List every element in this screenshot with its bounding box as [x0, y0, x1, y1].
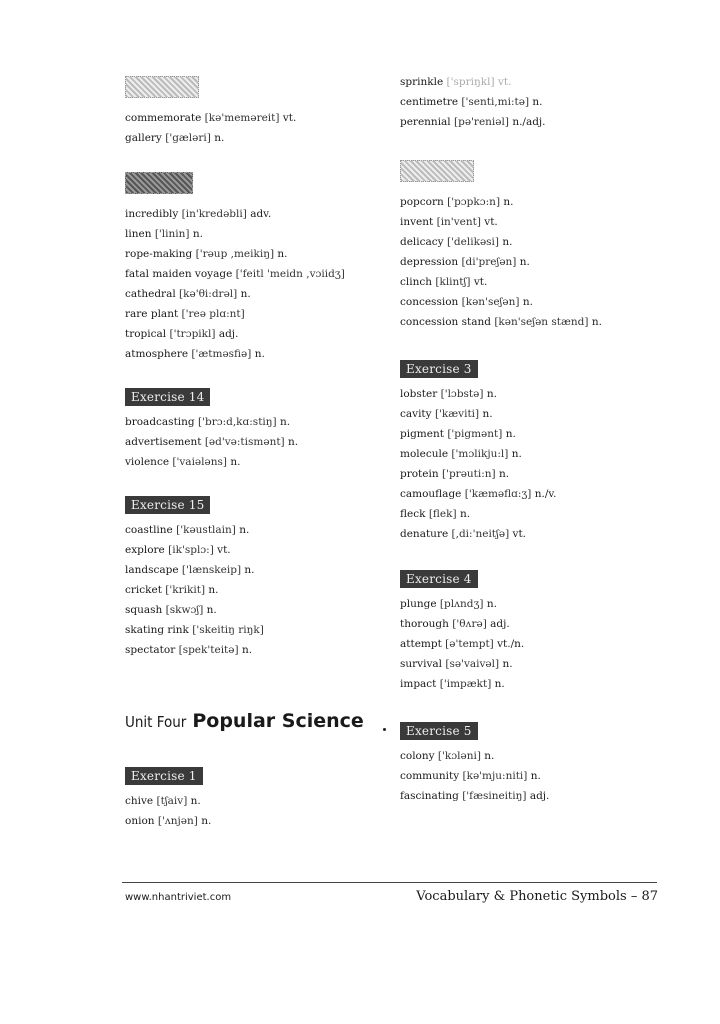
exercise-1-entries [125, 791, 211, 831]
vocab-entry [400, 252, 700, 272]
entry-ipa: ['pigmənt] [447, 428, 503, 440]
entry-pos: n. [201, 815, 212, 827]
entry-ipa: [klintʃ] [435, 276, 471, 288]
footer-section-title: Vocabulary & Phonetic Symbols [416, 889, 627, 904]
vocab-entry [125, 811, 211, 831]
entry-pos: n. [241, 644, 253, 656]
vocab-entry [125, 540, 375, 560]
entry-ipa: ['brɔ:d,kɑ:stiŋ] [197, 416, 277, 428]
vocab-entry [400, 92, 700, 112]
unit-number: Unit Four [125, 713, 187, 731]
entry-pos: n. [208, 584, 219, 596]
entry-word: lobster [400, 388, 438, 400]
vocab-entry [400, 634, 700, 654]
entry-pos: n. [459, 508, 471, 520]
entry-ipa: [ə'tempt] [445, 638, 494, 650]
footer-rule [122, 882, 657, 883]
exercise-15-entries [125, 520, 375, 660]
entry-pos: n. [486, 388, 497, 400]
entry-ipa: ['skeitiŋ riŋk] [192, 624, 264, 636]
vocab-entry [400, 766, 700, 786]
entry-ipa: ['krikit] [165, 584, 206, 596]
entry-pos: n. [240, 288, 251, 300]
entry-word: centimetre [400, 96, 459, 108]
vocab-entry [400, 384, 700, 404]
exercise-15-header: Exercise 15 [125, 496, 210, 514]
exercise-14-header: Exercise 14 [125, 388, 210, 406]
vocab-entry [125, 560, 375, 580]
vocab-entry [400, 192, 700, 212]
entry-word: depression [400, 256, 459, 268]
vocab-entry [125, 108, 375, 128]
entry-pos: adj. [490, 618, 510, 630]
vocab-entry [400, 614, 700, 634]
vocab-entry [400, 312, 700, 332]
vocab-entry [400, 464, 700, 484]
exercise-1-header: Exercise 1 [125, 767, 203, 785]
entry-word: cricket [125, 584, 162, 596]
vocab-entry [125, 432, 375, 452]
vocab-entry [125, 600, 375, 620]
entry-pos: n./adj. [512, 116, 546, 128]
entry-word: landscape [125, 564, 179, 576]
entry-pos: n. [591, 316, 602, 328]
vocab-entry [125, 128, 375, 148]
stray-dot [383, 728, 386, 731]
vocab-entry [125, 640, 375, 660]
vocab-entry [125, 520, 375, 540]
entry-word: pigment [400, 428, 444, 440]
vocab-entry [400, 72, 700, 92]
exercise-5-header: Exercise 5 [400, 722, 478, 740]
entry-ipa: ['θʌrə] [452, 618, 487, 630]
unit-name: Popular Science [192, 710, 364, 732]
entry-pos: n./v. [534, 488, 557, 500]
entry-ipa: [in'kredəbli] [181, 208, 247, 220]
entry-ipa: [di'preʃən] [461, 256, 517, 268]
vocab-entry [125, 412, 375, 432]
vocab-entry [125, 452, 375, 472]
entry-word: popcorn [400, 196, 444, 208]
entry-word: skating rink [125, 624, 189, 636]
entry-word: cathedral [125, 288, 176, 300]
entry-word: fatal maiden voyage [125, 268, 233, 280]
entry-ipa: ['prəuti:n] [441, 468, 496, 480]
entry-pos: n. [190, 795, 201, 807]
entry-word: tropical [125, 328, 167, 340]
entry-pos: n. [482, 408, 493, 420]
entry-pos: n. [503, 196, 514, 208]
entry-pos: n. [192, 228, 203, 240]
entry-pos: n. [502, 658, 513, 670]
vocab-entry [125, 791, 211, 811]
page-number: 87 [641, 889, 658, 904]
vocab-entry [400, 404, 700, 424]
entry-word: rope-making [125, 248, 193, 260]
entry-pos: vt. [484, 216, 498, 228]
entry-ipa: ['rəup ,meikiŋ] [195, 248, 275, 260]
vocab-entry [400, 524, 700, 544]
entry-word: plunge [400, 598, 437, 610]
entry-ipa: [flek] [428, 508, 457, 520]
entry-ipa: [tʃaiv] [156, 795, 188, 807]
entry-word: clinch [400, 276, 433, 288]
left-column [125, 72, 375, 680]
vocab-entry [125, 284, 375, 304]
entry-ipa: ['kæməflɑ:ʒ] [464, 488, 532, 500]
entry-word: molecule [400, 448, 449, 460]
entry-word: atmosphere [125, 348, 189, 360]
entry-ipa: ['spriŋkl] [446, 76, 495, 88]
vocab-entry [400, 504, 700, 524]
vocab-entry [400, 424, 700, 444]
entry-pos: vt. [512, 528, 527, 540]
vocab-entry [125, 324, 375, 344]
entry-word: impact [400, 678, 437, 690]
entry-ipa: ['delikəsi] [446, 236, 500, 248]
entry-pos: n. [230, 456, 241, 468]
vocab-entry [125, 580, 375, 600]
vocab-entry [125, 204, 375, 224]
entry-word: gallery [125, 132, 162, 144]
entry-pos: n. [214, 132, 225, 144]
entry-pos: n. [484, 750, 495, 762]
entry-ipa: ['ʌnjən] [157, 815, 198, 827]
entry-word: incredibly [125, 208, 179, 220]
entry-pos: vt. [497, 76, 512, 88]
entry-ipa: [pə'reniəl] [454, 116, 509, 128]
exercise-3-entries [400, 384, 700, 544]
entry-pos: n. [505, 428, 516, 440]
entry-ipa: ['kæviti] [434, 408, 480, 420]
vocab-entry [125, 620, 375, 640]
entry-ipa: [kə'meməreit] [204, 112, 280, 124]
intro-entries-left [125, 108, 375, 148]
entry-word: invent [400, 216, 434, 228]
entry-ipa: ['lɔbstə] [440, 388, 484, 400]
exercise-3-header: Exercise 3 [400, 360, 478, 378]
entry-ipa: ['ætməsfiə] [191, 348, 252, 360]
entry-ipa: [kən'seʃən] [461, 296, 520, 308]
entry-word: concession [400, 296, 459, 308]
entry-word: commemorate [125, 112, 202, 124]
entry-word: fleck [400, 508, 426, 520]
exercise-4-header: Exercise 4 [400, 570, 478, 588]
vocab-entry [400, 674, 700, 694]
unit-title [125, 710, 364, 732]
entry-word: spectator [125, 644, 176, 656]
entry-ipa: [,di:'neitʃə] [451, 528, 510, 540]
entry-ipa: [əd'və:tismənt] [204, 436, 285, 448]
entry-pos: n. [206, 604, 217, 616]
vocab-entry [400, 112, 700, 132]
entry-ipa: ['fæsineitiŋ] [462, 790, 527, 802]
exercise-4-entries [400, 594, 700, 694]
entry-word: advertisement [125, 436, 202, 448]
vocab-entry [400, 484, 700, 504]
entry-ipa: ['senti,mi:tə] [461, 96, 530, 108]
exercise-a-entries [125, 204, 375, 364]
entry-word: colony [400, 750, 435, 762]
entry-pos: adj. [529, 790, 550, 802]
entry-pos: n. [530, 770, 541, 782]
entry-ipa: [skwɔʃ] [165, 604, 204, 616]
footer-website: www.nhantriviet.com [125, 892, 232, 903]
entry-pos: n. [239, 524, 250, 536]
entry-word: onion [125, 815, 155, 827]
entry-pos: n. [494, 678, 505, 690]
entry-ipa: [kə'mju:niti] [462, 770, 528, 782]
entry-pos: n. [486, 598, 497, 610]
footer-title: Vocabulary & Phonetic Symbols – 87 [416, 889, 658, 904]
entry-word: concession stand [400, 316, 491, 328]
entry-ipa: ['linin] [154, 228, 190, 240]
entry-ipa: ['feitl 'meidn ,vɔiidʒ] [235, 268, 345, 280]
entry-pos: n. [288, 436, 299, 448]
entry-ipa: ['pɔpkɔ:n] [447, 196, 501, 208]
vocab-entry [125, 344, 375, 364]
entry-ipa: ['reə plɑ:nt] [181, 308, 245, 320]
entry-pos: adv. [250, 208, 272, 220]
entry-pos: n. [502, 236, 513, 248]
vocab-entry [125, 264, 375, 284]
entry-ipa: ['trɔpikl] [169, 328, 216, 340]
vocab-entry [400, 292, 700, 312]
entry-word: rare plant [125, 308, 179, 320]
right-column [400, 72, 700, 826]
entry-pos: n. [532, 96, 543, 108]
entry-word: coastline [125, 524, 173, 536]
entry-ipa: ['vaiələns] [172, 456, 227, 468]
faded-exercise-header [400, 160, 474, 182]
entry-pos: n. [254, 348, 265, 360]
entry-ipa: [sə'vaivəl] [445, 658, 500, 670]
entry-ipa: [kən'seʃən stænd] [494, 316, 589, 328]
entry-pos: n. [244, 564, 255, 576]
entry-pos: vt./n. [497, 638, 525, 650]
entry-ipa: ['mɔlikju:l] [451, 448, 509, 460]
intro-entries-right [400, 72, 700, 132]
entry-word: explore [125, 544, 165, 556]
entry-word: sprinkle [400, 76, 444, 88]
vocab-entry [125, 224, 375, 244]
entry-word: broadcasting [125, 416, 195, 428]
entry-word: thorough [400, 618, 449, 630]
entry-ipa: [kə'θi:drəl] [179, 288, 238, 300]
faded-exercise-header [125, 172, 193, 194]
entry-ipa: [in'vent] [436, 216, 481, 228]
entry-pos: n. [511, 448, 522, 460]
vocab-entry [125, 244, 375, 264]
entry-word: denature [400, 528, 449, 540]
faded-exercise-header [125, 76, 199, 98]
vocab-entry [400, 232, 700, 252]
entry-pos: n. [277, 248, 288, 260]
entry-word: community [400, 770, 460, 782]
entry-ipa: [plʌndʒ] [439, 598, 484, 610]
entry-pos: n. [522, 296, 533, 308]
entry-pos: vt. [473, 276, 488, 288]
entry-ipa: ['gæləri] [165, 132, 211, 144]
entry-word: squash [125, 604, 163, 616]
entry-pos: n. [279, 416, 291, 428]
entry-word: camouflage [400, 488, 462, 500]
entry-word: violence [125, 456, 170, 468]
entry-pos: n. [499, 468, 510, 480]
entry-word: fascinating [400, 790, 459, 802]
entry-word: perennial [400, 116, 451, 128]
entry-word: delicacy [400, 236, 444, 248]
vocab-entry [125, 304, 375, 324]
entry-word: protein [400, 468, 439, 480]
entry-pos: vt. [282, 112, 297, 124]
vocab-entry [400, 444, 700, 464]
entry-word: chive [125, 795, 154, 807]
exercise-b-entries [400, 192, 700, 332]
entry-ipa: [ik'splɔ:] [168, 544, 214, 556]
entry-word: survival [400, 658, 443, 670]
vocab-entry [400, 594, 700, 614]
vocab-entry [400, 786, 700, 806]
entry-pos: vt. [217, 544, 231, 556]
exercise-5-entries [400, 746, 700, 806]
entry-ipa: ['kɔləni] [437, 750, 481, 762]
entry-word: attempt [400, 638, 442, 650]
entry-word: cavity [400, 408, 432, 420]
vocab-entry [400, 654, 700, 674]
entry-pos: adj. [218, 328, 239, 340]
entry-pos: n. [519, 256, 530, 268]
exercise-1-block [125, 763, 211, 831]
entry-ipa: ['impækt] [439, 678, 492, 690]
entry-ipa: [spek'teitə] [178, 644, 239, 656]
exercise-14-entries [125, 412, 375, 472]
entry-ipa: ['lænskeip] [181, 564, 242, 576]
entry-ipa: ['kəustlain] [176, 524, 236, 536]
entry-word: linen [125, 228, 152, 240]
vocab-entry [400, 272, 700, 292]
vocab-entry [400, 746, 700, 766]
vocab-entry [400, 212, 700, 232]
